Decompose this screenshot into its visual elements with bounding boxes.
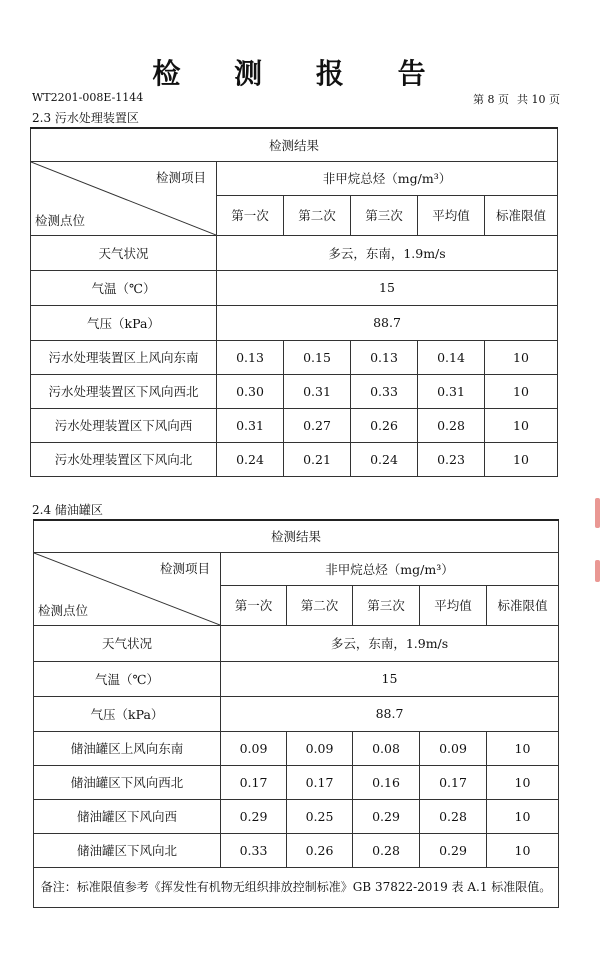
value-cell: 0.31 [217,408,284,442]
pressure-label: 气压（kPa） [34,696,221,731]
value-cell: 0.33 [221,833,287,867]
temperature-label: 气温（℃） [34,661,221,696]
limit-cell: 10 [487,765,559,799]
seal-edge-mark [595,498,600,528]
table-row [31,374,558,408]
table-row [31,442,558,476]
column-header: 平均值 [418,195,485,235]
value-cell: 0.28 [353,833,420,867]
weather-label: 天气状况 [34,625,221,661]
results-table [33,519,559,908]
value-cell: 0.30 [217,374,284,408]
average-cell: 0.17 [420,765,487,799]
value-cell: 0.26 [287,833,353,867]
value-cell: 0.24 [217,442,284,476]
column-header: 第二次 [284,195,351,235]
value-cell: 0.33 [351,374,418,408]
value-cell: 0.13 [351,340,418,374]
table-row [34,765,559,799]
average-cell: 0.28 [420,799,487,833]
average-cell: 0.29 [420,833,487,867]
point-label: 检测点位 [35,212,86,228]
section-title: 2.4 储油罐区 [32,503,103,517]
seal-edge-mark [595,560,600,582]
column-header: 第一次 [221,585,287,625]
parameter-header: 非甲烷总烃（mg/m³） [221,552,559,585]
column-header: 第三次 [351,195,418,235]
point-name: 污水处理装置区上风向东南 [31,340,217,374]
table-row [34,833,559,867]
table-row [34,731,559,765]
table-row [31,408,558,442]
limit-cell: 10 [487,731,559,765]
column-header: 第一次 [217,195,284,235]
limit-cell: 10 [485,374,558,408]
remark-note: 备注：标准限值参考《挥发性有机物无组织排放控制标准》GB 37822-2019 表 A.1 标准限值。 [34,867,559,907]
section-title: 2.3 污水处理装置区 [32,111,139,125]
value-cell: 0.09 [287,731,353,765]
value-cell: 0.25 [287,799,353,833]
point-name: 储油罐区下风向西北 [34,765,221,799]
column-header: 平均值 [420,585,487,625]
pressure-value: 88.7 [221,696,559,731]
temperature-label: 气温（℃） [31,270,217,305]
temperature-value: 15 [217,270,558,305]
table-row [34,799,559,833]
value-cell: 0.13 [217,340,284,374]
value-cell: 0.27 [284,408,351,442]
results-header: 检测结果 [31,128,558,161]
average-cell: 0.14 [418,340,485,374]
value-cell: 0.09 [221,731,287,765]
diagonal-header-cell [34,552,221,625]
table-row [31,340,558,374]
point-name: 污水处理装置区下风向北 [31,442,217,476]
pressure-value: 88.7 [217,305,558,340]
average-cell: 0.09 [420,731,487,765]
results-header: 检测结果 [34,520,559,552]
weather-value: 多云，东南，1.9m/s [221,625,559,661]
results-table [30,127,558,477]
value-cell: 0.16 [353,765,420,799]
column-header: 第二次 [287,585,353,625]
page-info [473,91,560,107]
value-cell: 0.29 [221,799,287,833]
point-name: 污水处理装置区下风向西 [31,408,217,442]
page-number: 第 8 页 [473,93,509,106]
column-header: 标准限值 [487,585,559,625]
weather-value: 多云，东南，1.9m/s [217,235,558,270]
value-cell: 0.08 [353,731,420,765]
parameter-header: 非甲烷总烃（mg/m³） [217,161,558,195]
point-name: 储油罐区上风向东南 [34,731,221,765]
value-cell: 0.15 [284,340,351,374]
average-cell: 0.28 [418,408,485,442]
value-cell: 0.29 [353,799,420,833]
weather-label: 天气状况 [31,235,217,270]
value-cell: 0.17 [221,765,287,799]
value-cell: 0.24 [351,442,418,476]
limit-cell: 10 [485,442,558,476]
report-title: 检 测 报 告 [152,57,448,90]
point-name: 储油罐区下风向西 [34,799,221,833]
point-name: 储油罐区下风向北 [34,833,221,867]
diagonal-header-cell [31,161,217,235]
limit-cell: 10 [485,408,558,442]
limit-cell: 10 [487,833,559,867]
column-header: 第三次 [353,585,420,625]
limit-cell: 10 [487,799,559,833]
page-total: 共 10 页 [517,93,560,106]
average-cell: 0.23 [418,442,485,476]
pressure-label: 气压（kPa） [31,305,217,340]
column-header: 标准限值 [485,195,558,235]
point-name: 污水处理装置区下风向西北 [31,374,217,408]
value-cell: 0.26 [351,408,418,442]
item-label: 检测项目 [155,169,206,185]
value-cell: 0.17 [287,765,353,799]
point-label: 检测点位 [38,602,89,618]
value-cell: 0.31 [284,374,351,408]
document-number: WT2201-008E-1144 [32,91,144,104]
limit-cell: 10 [485,340,558,374]
temperature-value: 15 [221,661,559,696]
value-cell: 0.21 [284,442,351,476]
average-cell: 0.31 [418,374,485,408]
item-label: 检测项目 [159,560,210,576]
